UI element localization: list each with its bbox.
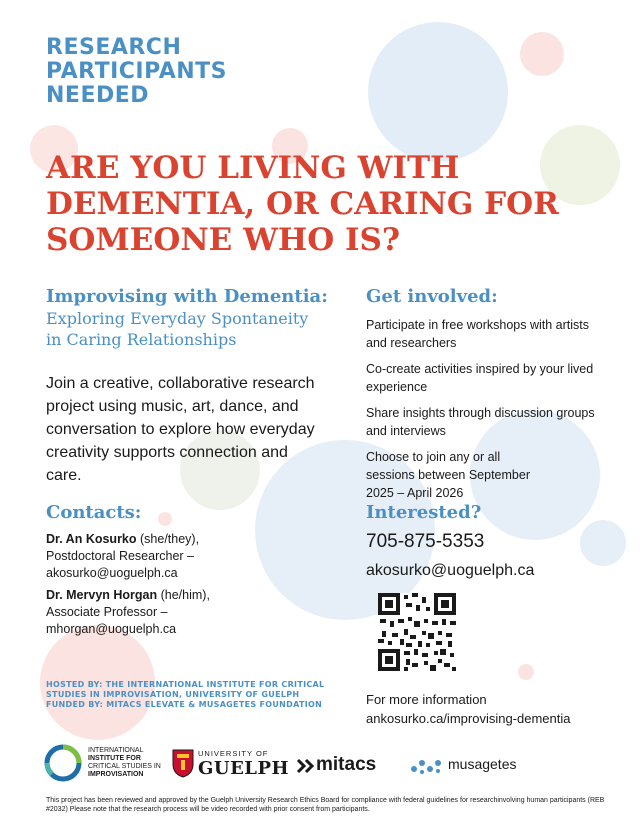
musagetes-text: musagetes [448, 756, 517, 772]
contact-card [46, 587, 306, 638]
contact-card [46, 531, 306, 582]
contact-email[interactable]: akosurko@uoguelph.ca [46, 566, 178, 580]
project-title: Improvising with Dementia: [46, 286, 328, 307]
musagetes-logo [410, 754, 530, 778]
contact-pronouns: (she/they), [136, 532, 200, 546]
iicsi-line: INSTITUTE FOR [88, 755, 141, 762]
contact-role: Postdoctoral Researcher – [46, 549, 194, 563]
guelph-top-text: UNIVERSITY OF [198, 749, 269, 758]
research-header [46, 36, 326, 108]
contacts-section [46, 502, 306, 638]
get-involved-title: Get involved: [366, 286, 498, 307]
ethics-footer: This project has been reviewed and approved by the Guelph University Research Ethics Board for compliance with federal guidelines for researchinvolving human participants (REB #2032) Please note that the research process will be video recorded with prior consent from participants. [46, 797, 605, 813]
mitacs-mark-icon [296, 757, 316, 775]
header-line: PARTICIPANTS [46, 59, 228, 84]
more-info-label: For more information [366, 692, 487, 707]
header-line: RESEARCH [46, 35, 182, 60]
headline-line: ARE YOU LIVING WITH [46, 150, 460, 186]
project-subtitle: Exploring Everyday Spontaneity [46, 309, 309, 328]
headline-line: SOMEONE WHO IS? [46, 222, 401, 258]
more-info [366, 690, 626, 728]
project-section [46, 286, 346, 350]
get-involved-item: Choose to join any or all sessions between September 2025 – April 2026 [366, 450, 530, 500]
interested-email[interactable]: akosurko@uoguelph.ca [366, 562, 535, 579]
interested-title: Interested? [366, 502, 482, 523]
header-line: NEEDED [46, 83, 150, 108]
hosted-by: HOSTED BY: THE INTERNATIONAL INSTITUTE FOR CRITICAL STUDIES IN IMPROVISATION, UNIVERSITY OF GUELPH FUNDED BY: MITACS ELEVATE & MUSAGETES FOUNDATION [46, 680, 325, 709]
contact-name: Dr. An Kosurko [46, 532, 137, 546]
headline [46, 150, 606, 258]
project-subtitle: in Caring Relationships [46, 330, 237, 349]
get-involved-section [366, 286, 606, 510]
bubble-decoration [520, 32, 564, 76]
get-involved-item: Participate in free workshops with artists and researchers [366, 318, 590, 350]
interested-section [366, 502, 616, 582]
contacts-title: Contacts: [46, 502, 142, 523]
phone-number[interactable]: 705-875-5353 [366, 531, 485, 552]
contact-pronouns: (he/him), [157, 588, 210, 602]
get-involved-item: Co-create activities inspired by your lived experience [366, 362, 594, 394]
bubble-decoration [518, 664, 534, 680]
get-involved-item: Share insights through discussion groups and interviews [366, 406, 595, 438]
headline-line: DEMENTIA, OR CARING FOR [46, 186, 559, 222]
qr-code[interactable] [378, 593, 456, 671]
iicsi-line: IMPROVISATION [88, 771, 144, 778]
mitacs-logo [296, 754, 396, 778]
guelph-name: GUELPH [198, 758, 289, 779]
mitacs-text: mitacs [316, 754, 377, 775]
iicsi-ring-icon [44, 744, 82, 782]
musagetes-dots-icon [410, 757, 446, 775]
project-description: Join a creative, collaborative research project using music, art, dance, and conversation to explore how everyday creativity supports connection and care. [46, 375, 315, 484]
contact-role: Associate Professor – [46, 605, 168, 619]
bubble-decoration [368, 22, 508, 162]
guelph-crest-icon [172, 748, 194, 778]
iicsi-line: CRITICAL STUDIES IN [88, 763, 161, 770]
contact-name: Dr. Mervyn Horgan [46, 588, 158, 602]
guelph-logo [172, 748, 289, 782]
iicsi-line: INTERNATIONAL [88, 747, 144, 754]
contact-email[interactable]: mhorgan@uoguelph.ca [46, 622, 177, 636]
more-info-link[interactable]: ankosurko.ca/improvising-dementia [366, 711, 571, 726]
